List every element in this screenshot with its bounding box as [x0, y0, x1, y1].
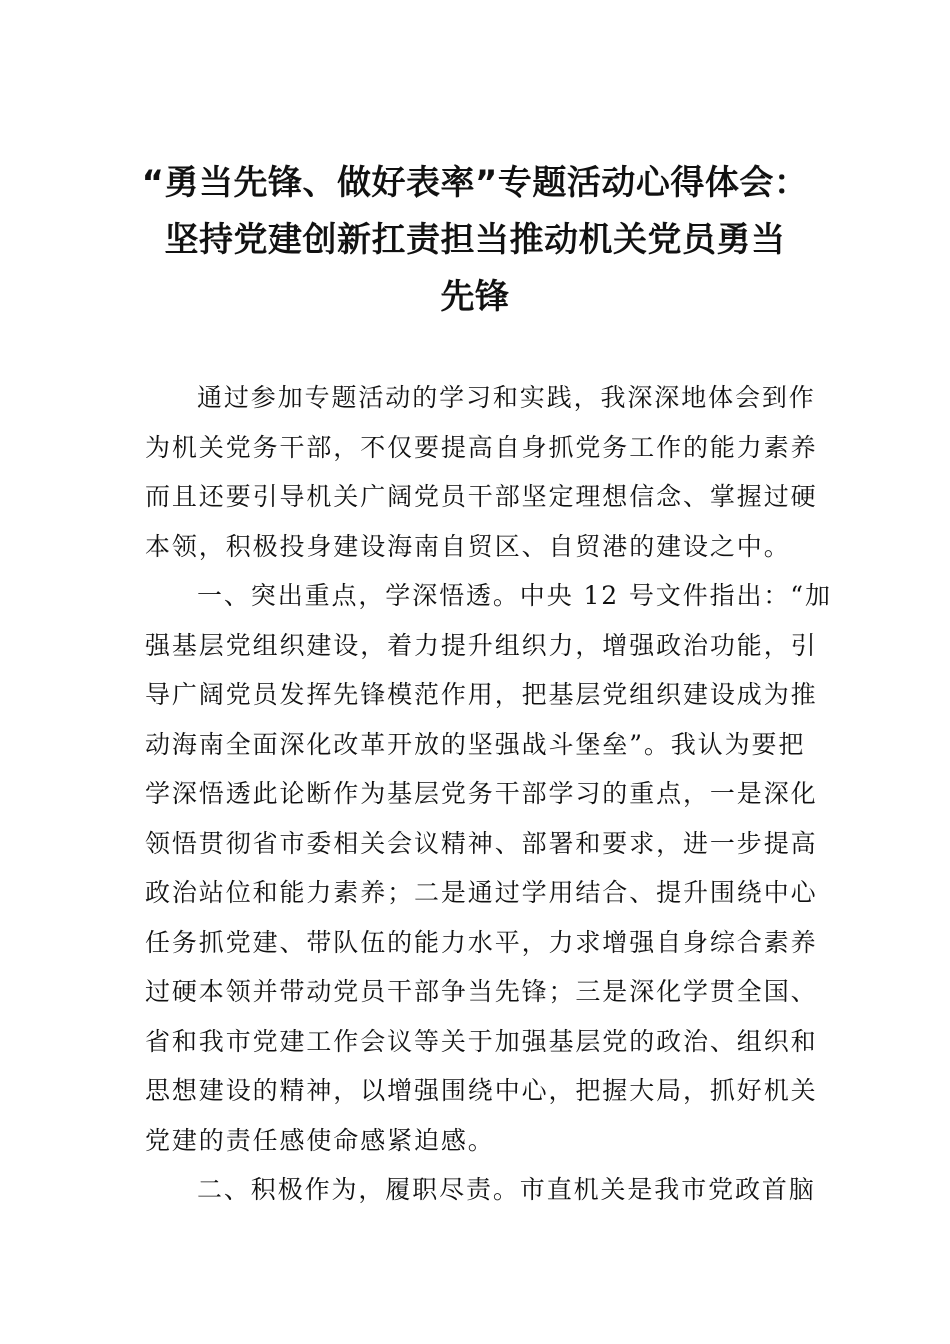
text-line: 动海南全面深化改革开放的坚强战斗堡垒”。我认为要把 [145, 729, 806, 759]
paragraph-intro [145, 373, 818, 571]
text-line: 导广阔党员发挥先锋模范作用，把基层党组织建设成为推 [145, 680, 818, 709]
text-line: 思想建设的精神，以增强围绕中心，把握大局，抓好机关 [145, 1076, 818, 1105]
text-line: 本领，积极投身建设海南自贸区、自贸港的建设之中。 [145, 531, 791, 561]
text-line: 通过参加专题活动的学习和实践，我深深地体会到作 [197, 383, 816, 412]
text-line: 二、积极作为，履职尽责。市直机关是我市党政首脑 [197, 1175, 816, 1204]
text-line: 党建的责任感使命感紧迫感。 [145, 1125, 495, 1155]
text-line: 政治站位和能力素养；二是通过学用结合、提升围绕中心 [145, 878, 818, 907]
title-line: 坚持党建创新扛责担当推动机关党员勇当 [164, 220, 786, 260]
paragraph-section-one [145, 571, 832, 1165]
document-title [130, 155, 820, 326]
text-line: 省和我市党建工作会议等关于加强基层党的政治、组织和 [145, 1026, 818, 1056]
title-line: 先锋 [440, 277, 510, 317]
text-line: 过硬本领并带动党员干部争当先锋；三是深化学贯全国、 [145, 977, 818, 1006]
document-body [145, 373, 832, 1215]
text-line: 领悟贯彻省市委相关会议精神、部署和要求，进一步提高 [145, 828, 818, 858]
text-line: 为机关党务干部，不仅要提高自身抓党务工作的能力素养 [145, 432, 818, 462]
text-line: 学深悟透此论断作为基层党务干部学习的重点，一是深化 [145, 779, 818, 808]
text-line: 而且还要引导机关广阔党员干部坚定理想信念、掌握过硬 [145, 482, 818, 511]
text-line: 一、突出重点，学深悟透。中央 12 号文件指出：“加 [197, 581, 832, 610]
text-line: 强基层党组织建设，着力提升组织力，增强政治功能，引 [145, 630, 818, 660]
paragraph-section-two [145, 1165, 816, 1215]
text-line: 任务抓党建、带队伍的能力水平，力求增强自身综合素养 [145, 927, 818, 957]
title-line: “勇当先锋、做好表率”专题活动心得体会： [141, 163, 809, 203]
